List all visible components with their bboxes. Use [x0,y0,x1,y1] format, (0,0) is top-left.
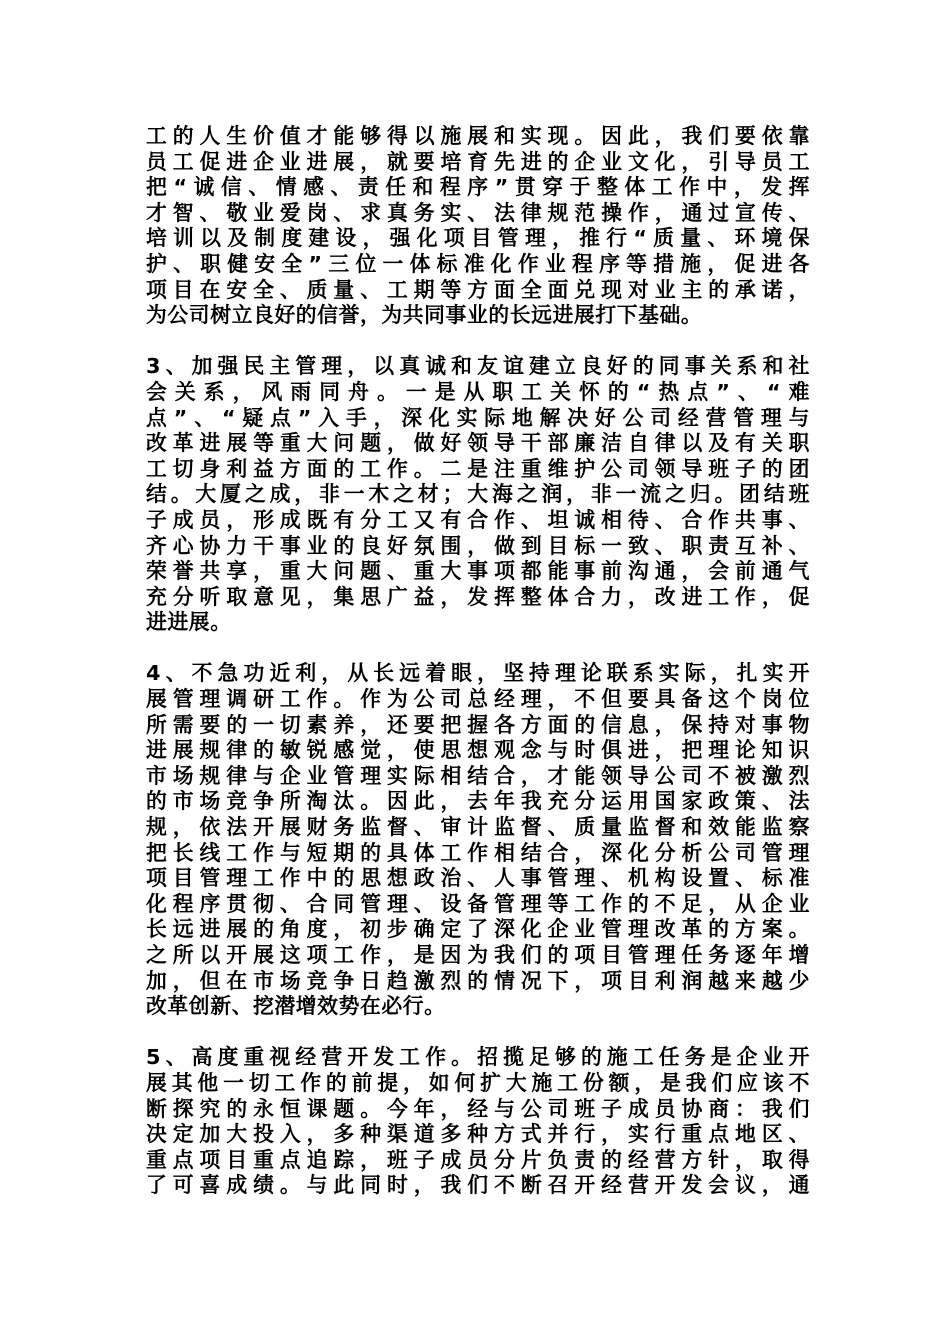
text-line: 展其他一切工作的前提，如何扩大施工份额，是我们应该不 [146,1070,810,1095]
text-line: 所需要的一切素养，还要把握各方面的信息，保持对事物 [146,712,810,737]
text-line: 结。大厦之成，非一木之材；大海之润，非一流之归。团结班 [146,482,810,507]
text-line: 决定加大投入，多种渠道多种方式并行，实行重点地区、 [146,1122,810,1147]
text-line: 项目在安全、质量、工期等方面全面兑现对业主的承诺， [146,277,810,302]
text-line: 子成员，形成既有分工又有合作、坦诚相待、合作共事、 [146,507,810,532]
text-line: 改革创新、挖潜增效势在必行。 [146,994,446,1019]
text-line: 进进展。 [146,610,232,635]
text-line: 项目管理工作中的思想政治、人事管理、机构设置、标准 [146,866,810,891]
text-line: 把长线工作与短期的具体工作相结合，深化分析公司管理 [146,840,810,865]
text-line: 护、职健安全”三位一体标准化作业程序等措施，促进各 [146,251,810,276]
text-line: 齐心协力干事业的良好氛围，做到目标一致、职责互补、 [146,533,810,558]
text-line: 的市场竞争所淘汰。因此，去年我充分运用国家政策、法 [146,789,810,814]
text-line: 员工促进企业进展，就要培育先进的企业文化，引导员工 [146,149,810,174]
text-line: 断探究的永恒课题。今年，经与公司班子成员协商：我们 [146,1096,810,1121]
text-line: 会关系，风雨同舟。一是从职工关怀的“热点”、“难 [146,379,810,404]
text-line: 市场规律与企业管理实际相结合，才能领导公司不被激烈 [146,763,810,788]
text-line: 改革进展等重大问题，做好领导干部廉洁自律以及有关职 [146,431,810,456]
text-line: 加，但在市场竞争日趋激烈的情况下，项目利润越来越少 [146,968,810,993]
paragraph-management-research [146,661,810,1019]
text-line: 展管理调研工作。作为公司总经理，不但要具备这个岗位 [146,687,810,712]
text-line: 4、不急功近利，从长远着眼，坚持理论联系实际，扎实开 [146,661,810,686]
text-line: 工切身利益方面的工作。二是注重维护公司领导班子的团 [146,456,810,481]
text-line: 长远进展的角度，初步确定了深化企业管理改革的方案。 [146,917,810,942]
text-line: 点”、“疑点”入手，深化实际地解决好公司经营管理与 [146,405,810,430]
text-line: 了可喜成绩。与此同时，我们不断召开经营开发会议，通 [146,1173,810,1198]
text-line: 5、高度重视经营开发工作。招揽足够的施工任务是企业开 [146,1045,810,1070]
text-line: 工的人生价值才能够得以施展和实现。因此，我们要依靠 [146,124,810,148]
text-line: 规，依法开展财务监督、审计监督、质量监督和效能监察 [146,815,810,840]
text-line: 进展规律的敏锐感觉，使思想观念与时俱进，把理论知识 [146,738,810,763]
text-line: 之所以开展这项工作，是因为我们的项目管理任务逐年增 [146,943,810,967]
document-body [146,124,810,1199]
text-line: 把“诚信、情感、责任和程序”贯穿于整体工作中，发挥 [146,175,810,200]
text-line: 充分听取意见，集思广益，发挥整体合力，改进工作，促 [146,584,810,609]
text-line: 为公司树立良好的信誉，为共同事业的长远进展打下基础。 [146,303,703,328]
text-line: 化程序贯彻、合同管理、设备管理等工作的不足，从企业 [146,891,810,916]
text-line: 重点项目重点追踪，班子成员分片负责的经营方针，取得 [146,1147,810,1172]
text-line: 才智、敬业爱岗、求真务实、法律规范操作，通过宣传、 [146,200,810,225]
paragraph-employee-culture [146,124,810,329]
paragraph-business-development [146,1045,810,1199]
text-line: 3、加强民主管理，以真诚和友谊建立良好的同事关系和社 [146,354,810,379]
text-line: 培训以及制度建设，强化项目管理，推行“质量、环境保 [146,226,810,251]
text-line: 荣誉共享，重大问题、重大事项都能事前沟通，会前通气 [146,559,810,584]
paragraph-democratic-management [146,354,810,636]
